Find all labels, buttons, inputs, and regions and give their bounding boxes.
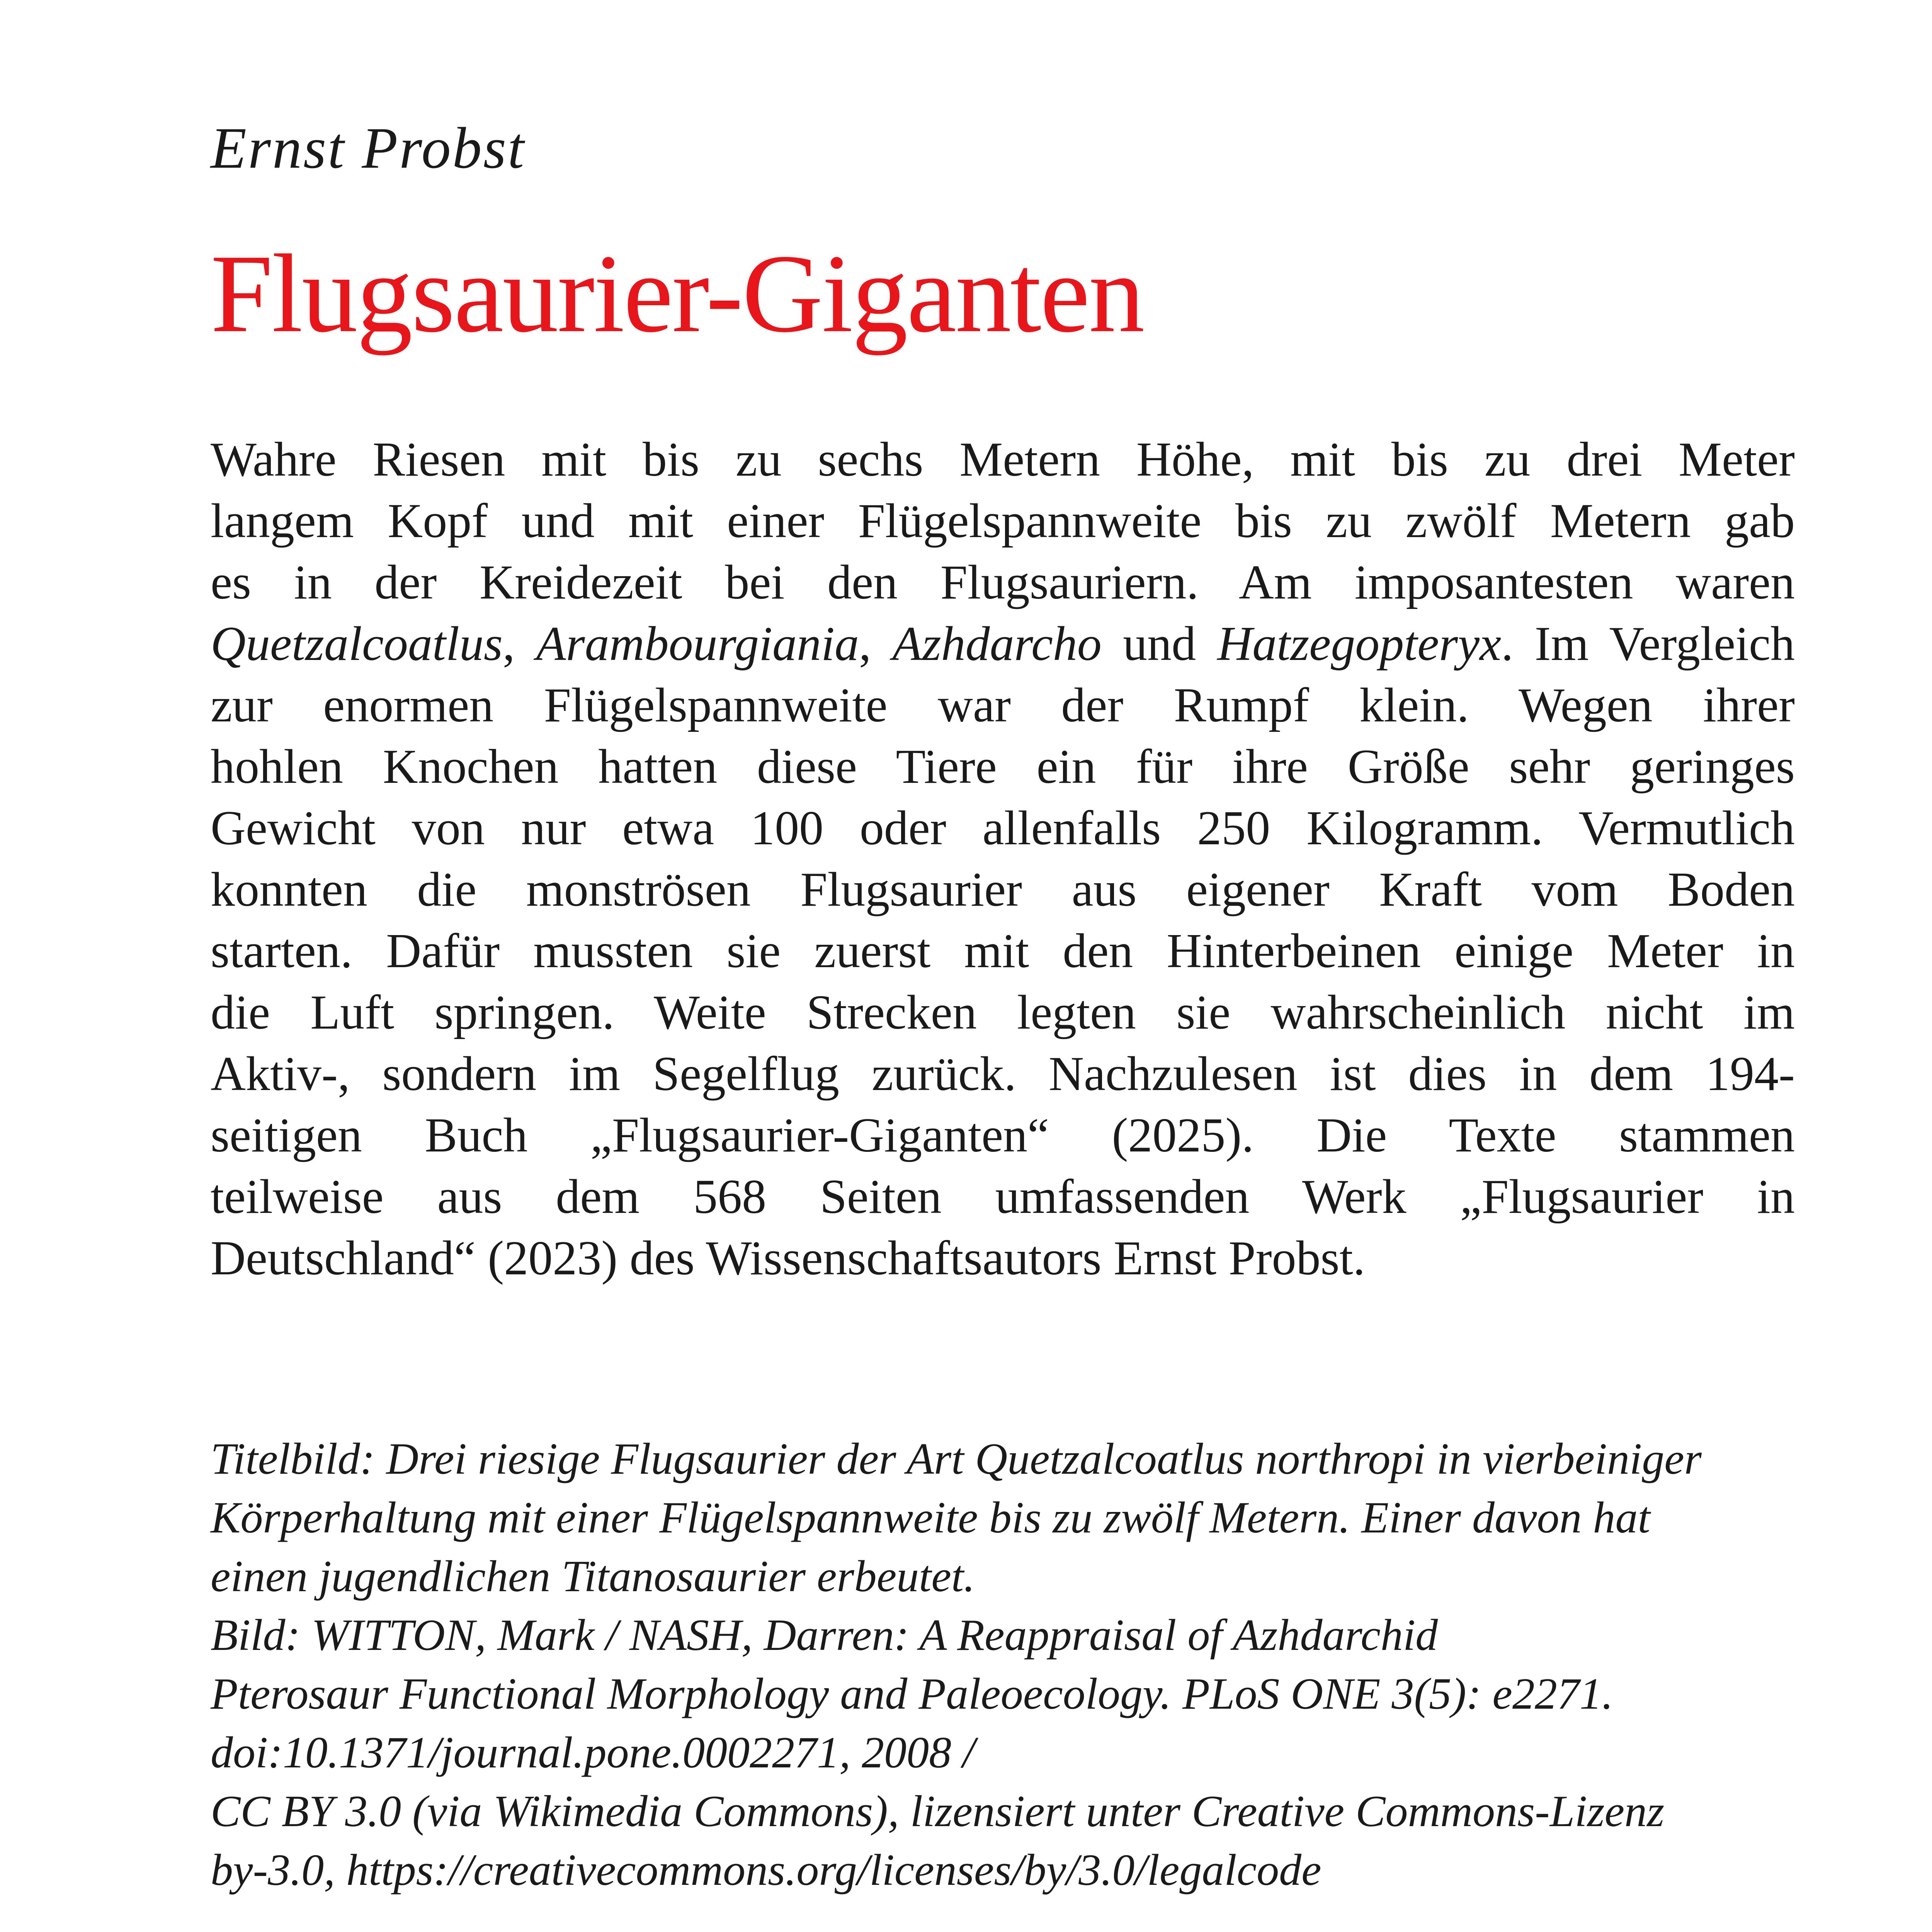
caption-line: Pterosaur Functional Morphology and Paleoecology. PLoS ONE 3(5): e2271. [211, 1669, 1613, 1719]
image-credit-caption [211, 1430, 1833, 1900]
blurb-line: starten. Dafür mussten sie zuerst mit den Hinterbeinen einige Meter in [211, 924, 1795, 978]
author-name: Ernst Probst [211, 116, 526, 180]
caption-line: Körperhaltung mit einer Flügelspannweite bis zu zwölf Metern. Einer davon hat [211, 1493, 1650, 1543]
caption-line: einen jugendlichen Titanosaurier erbeutet. [211, 1552, 975, 1601]
caption-line: by-3.0, https://creativecommons.org/licenses/by/3.0/legalcode [211, 1845, 1321, 1895]
blurb-line: teilweise aus dem 568 Seiten umfassenden Werk „Flugsaurier in [211, 1170, 1795, 1224]
blurb-text [211, 429, 1795, 1289]
blurb-line: Aktiv-, sondern im Segelflug zurück. Nachzulesen ist dies in dem 194- [211, 1047, 1795, 1101]
caption-line: Titelbild: Drei riesige Flugsaurier der Art Quetzalcoatlus northropi in vierbeiniger [211, 1434, 1702, 1484]
blurb-line: konnten die monströsen Flugsaurier aus eigener Kraft vom Boden [211, 863, 1795, 917]
blurb-line-species: Quetzalcoatlus, Arambourgiania, Azhdarcho und Hatzegopteryx. Im Vergleich [211, 617, 1795, 671]
blurb-line: zur enormen Flügelspannweite war der Rumpf klein. Wegen ihrer [211, 679, 1795, 732]
blurb-line: die Luft springen. Weite Strecken legten sie wahrscheinlich nicht im [211, 986, 1795, 1039]
caption-line: doi:10.1371/journal.pone.0002271, 2008 / [211, 1728, 975, 1777]
book-title: Flugsaurier-Giganten [211, 231, 1144, 355]
blurb-line: Deutschland“ (2023) des Wissenschaftsautors Ernst Probst. [211, 1231, 1366, 1285]
blurb-line: Wahre Riesen mit bis zu sechs Metern Höhe, mit bis zu drei Meter [211, 433, 1795, 486]
species-name: Quetzalcoatlus [211, 617, 503, 671]
blurb-line: langem Kopf und mit einer Flügelspannweite bis zu zwölf Metern gab [211, 494, 1795, 548]
blurb-line: hohlen Knochen hatten diese Tiere ein für ihre Größe sehr geringes [211, 740, 1795, 794]
species-name: Hatzegopteryx [1217, 617, 1502, 671]
caption-line: Bild: WITTON, Mark / NASH, Darren: A Reappraisal of Azhdarchid [211, 1611, 1438, 1660]
species-name: Arambourgiania [536, 617, 859, 671]
species-name: Azhdarcho [892, 617, 1102, 671]
blurb-line: seitigen Buch „Flugsaurier-Giganten“ (2025). Die Texte stammen [211, 1109, 1795, 1162]
caption-line: CC BY 3.0 (via Wikimedia Commons), lizensiert unter Creative Commons-Lizenz [211, 1787, 1665, 1836]
blurb-line: Gewicht von nur etwa 100 oder allenfalls 250 Kilogramm. Vermutlich [211, 801, 1795, 855]
blurb-line: es in der Kreidezeit bei den Flugsauriern. Am imposantesten waren [211, 556, 1795, 609]
